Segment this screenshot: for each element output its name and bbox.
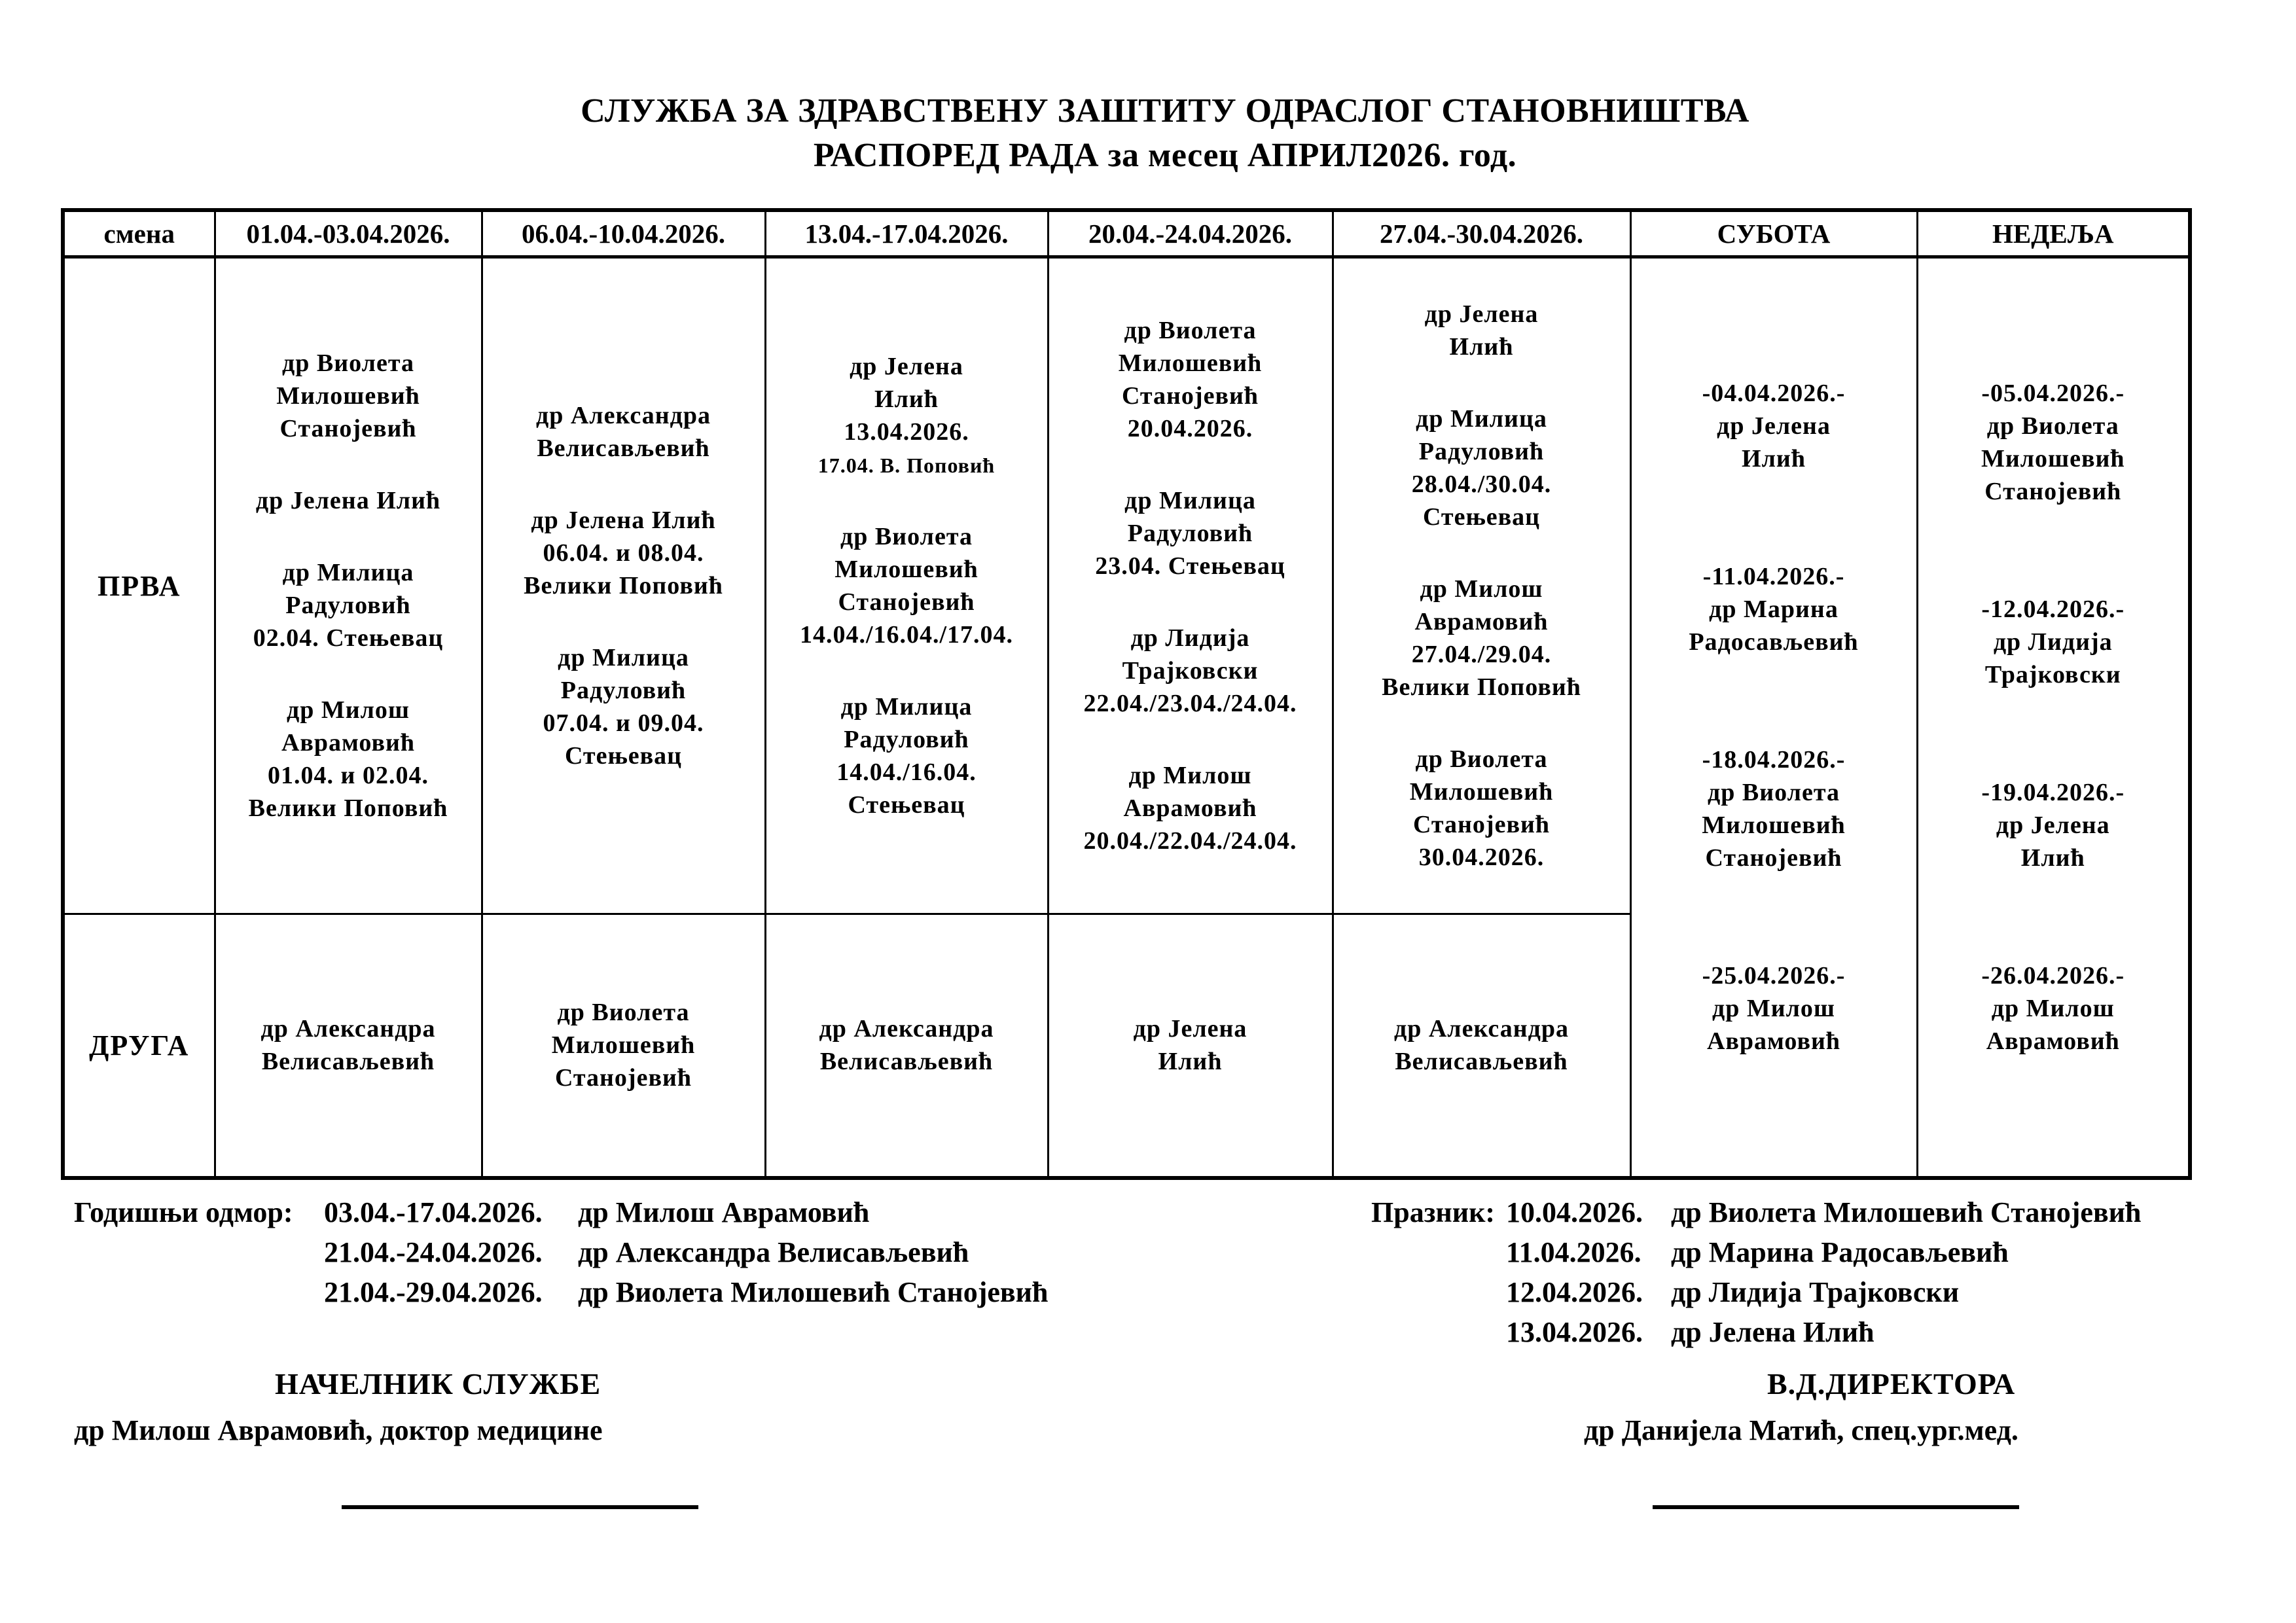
- saturday-duty-block: [1702, 377, 1846, 475]
- saturday-duty-block: [1702, 743, 1846, 874]
- saturday-duty-block: [1702, 959, 1846, 1058]
- schedule-text-line: др Јелена Илић: [255, 487, 441, 514]
- schedule-text-line: -25.04.2026.-: [1702, 961, 1846, 990]
- cell-content: [1336, 298, 1627, 874]
- saturday-cell: [1630, 257, 1917, 1178]
- holiday-date: 10.04.2026.: [1506, 1196, 1643, 1228]
- schedule-text-line: Велисављевић: [1395, 1048, 1568, 1076]
- schedule-cell: [1333, 257, 1630, 914]
- schedule-text-line: -19.04.2026.-: [1981, 778, 2125, 806]
- holiday-entry: [1371, 1232, 2142, 1272]
- doctor-block: [536, 399, 711, 465]
- doctor-block: [543, 641, 704, 772]
- schedule-text-line: Станојевић: [279, 415, 417, 442]
- schedule-text-line: др Јелена: [850, 353, 963, 380]
- schedule-text-line: Илић: [1742, 444, 1806, 473]
- doctor-block: [1119, 314, 1263, 445]
- schedule-text-line: др Јелена Илић: [531, 507, 716, 534]
- vacation-dates: 03.04.-17.04.2026.: [324, 1196, 543, 1228]
- schedule-text-line: др Виолета: [557, 999, 690, 1027]
- holiday-date: 12.04.2026.: [1506, 1276, 1643, 1308]
- schedule-text-line: Аврамовић: [1123, 794, 1257, 822]
- cell-content: [769, 350, 1045, 821]
- title-line-2: РАСПОРЕД РАДА за месец АПРИЛ2026. год.: [813, 137, 1517, 174]
- schedule-cell: [215, 914, 482, 1178]
- schedule-text-line: Аврамовић: [1706, 1027, 1841, 1055]
- schedule-text-line: Радуловић: [560, 677, 687, 704]
- cell-content: [1052, 314, 1329, 857]
- sunday-duty-block: [1981, 776, 2125, 874]
- column-header: 13.04.-17.04.2026.: [765, 210, 1048, 257]
- schedule-text-line: др Виолета: [1986, 412, 2119, 440]
- schedule-text-line: 22.04./23.04./24.04.: [1083, 690, 1297, 717]
- doctor-block: [1412, 402, 1552, 533]
- doctor-block: [1382, 573, 1581, 704]
- schedule-text-line: Радуловић: [285, 592, 411, 619]
- vacation-dates: 21.04.-24.04.2026.: [324, 1236, 543, 1268]
- column-header: 01.04.-03.04.2026.: [215, 210, 482, 257]
- column-header: СУБОТА: [1630, 210, 1917, 257]
- schedule-text-line: Милошевић: [1118, 349, 1263, 377]
- doctor-block: [552, 996, 696, 1094]
- schedule-text-line: Велисављевић: [819, 1048, 994, 1076]
- holiday-entry: [1371, 1272, 2142, 1312]
- schedule-text-line: др Милица: [1124, 487, 1256, 514]
- schedule-text-line: 23.04. Стењевац: [1095, 552, 1285, 580]
- holiday-doctor: др Виолета Милошевић Станојевић: [1671, 1196, 2142, 1228]
- sunday-duty-block: [1981, 593, 2125, 691]
- column-header: 06.04.-10.04.2026.: [482, 210, 765, 257]
- schedule-text-line: Аврамовић: [281, 729, 416, 757]
- vacation-label: Годишњи одмор:: [74, 1196, 293, 1228]
- doctor-block: [1134, 1012, 1247, 1078]
- schedule-cell: [765, 257, 1048, 914]
- schedule-text-line: Милошевић: [551, 1031, 696, 1060]
- schedule-text-line: 17.04. В. Поповић: [817, 454, 996, 477]
- schedule-text-line: Аврамовић: [1986, 1027, 2120, 1055]
- schedule-text-line: 14.04./16.04./17.04.: [799, 621, 1014, 649]
- cell-content: [1052, 1012, 1329, 1078]
- schedule-text-line: 13.04.2026.: [844, 418, 969, 446]
- schedule-text-line: др Виолета: [1708, 778, 1840, 806]
- holiday-doctor: др Јелена Илић: [1671, 1316, 1874, 1348]
- sunday-duty-block: [1981, 377, 2125, 508]
- schedule-text-line: 01.04. и 02.04.: [268, 762, 429, 789]
- schedule-text-line: -26.04.2026.-: [1981, 961, 2125, 990]
- schedule-text-line: Радуловић: [1127, 520, 1253, 547]
- schedule-text-line: 30.04.2026.: [1418, 844, 1545, 871]
- cell-content: [219, 347, 478, 825]
- schedule-text-line: Станојевић: [1121, 382, 1259, 410]
- schedule-text-line: Станојевић: [838, 588, 975, 616]
- cell-content: [486, 996, 762, 1094]
- holiday-date: 13.04.2026.: [1506, 1316, 1643, 1348]
- shift-label-prva: ПРВА: [63, 257, 215, 914]
- column-header: 27.04.-30.04.2026.: [1333, 210, 1630, 257]
- schedule-text-line: др Виолета: [840, 523, 973, 550]
- cell-content: [486, 399, 762, 772]
- schedule-text-line: др Лидија: [1993, 628, 2113, 656]
- document-title: [34, 89, 2296, 178]
- schedule-text-line: др Александра: [1393, 1015, 1569, 1043]
- schedule-text-line: Радуловић: [1418, 438, 1545, 465]
- schedule-text-line: др Александра: [535, 402, 711, 429]
- schedule-text-line: Милошевић: [1702, 811, 1846, 839]
- doctor-block: [1410, 743, 1554, 874]
- holiday-label: [1371, 1272, 1506, 1312]
- doctor-block: [836, 690, 977, 821]
- schedule-text-line: Стењевац: [564, 742, 683, 770]
- schedule-text-line: Трајковски: [1122, 657, 1259, 685]
- cell-content: [1336, 1012, 1627, 1078]
- holiday-label: Празник:: [1371, 1196, 1496, 1228]
- schedule-text-line: Стењевац: [848, 791, 965, 819]
- schedule-text-line: др Милица: [1416, 405, 1547, 433]
- schedule-text-line: Трајковски: [1984, 660, 2121, 688]
- table-row-prva: [63, 257, 2190, 914]
- schedule-text-line: Велисављевић: [261, 1048, 435, 1076]
- schedule-text-line: Станојевић: [1412, 811, 1551, 838]
- schedule-text-line: Велики Поповић: [248, 794, 448, 822]
- schedule-text-line: Милошевић: [1409, 778, 1554, 806]
- schedule-text-line: 20.04./22.04./24.04.: [1083, 827, 1297, 855]
- schedule-text-line: др Милица: [558, 644, 689, 671]
- schedule-cell: [215, 257, 482, 914]
- schedule-text-line: Станојевић: [1984, 477, 2122, 505]
- left-signature-name: др Милош Аврамовић, доктор медицине: [74, 1414, 603, 1446]
- schedule-text-line: др Јелена: [1424, 300, 1539, 328]
- schedule-text-line: Милошевић: [276, 382, 420, 410]
- doctor-block: [1083, 622, 1297, 720]
- holiday-entry: [1371, 1312, 2142, 1352]
- vacation-entry: [74, 1272, 1049, 1312]
- doctor-block: [800, 520, 1013, 651]
- schedule-text-line: Милошевић: [1981, 444, 2125, 473]
- schedule-text-line: Аврамовић: [1414, 608, 1549, 635]
- schedule-text-line: др Милица: [282, 559, 414, 586]
- table-header-row: [63, 210, 2190, 257]
- schedule-text-line: др Милош: [1420, 575, 1543, 603]
- schedule-text-line: Илић: [874, 385, 939, 413]
- schedule-text-line: -12.04.2026.-: [1981, 595, 2125, 623]
- schedule-text-line: др Виолета: [282, 349, 414, 377]
- schedule-text-line: -05.04.2026.-: [1981, 379, 2125, 407]
- schedule-text-line: др Јелена: [1133, 1015, 1247, 1043]
- schedule-text-line: др Јелена: [1717, 412, 1831, 440]
- holiday-doctor: др Марина Радосављевић: [1671, 1236, 2009, 1268]
- doctor-block: [1083, 759, 1297, 857]
- schedule-text-line: Велисављевић: [537, 435, 710, 462]
- doctor-block: [819, 1012, 994, 1078]
- vacation-dates: 21.04.-29.04.2026.: [324, 1276, 543, 1308]
- column-header: смена: [63, 210, 215, 257]
- holiday-note: [1371, 1192, 2142, 1352]
- left-signature-title: НАЧЕЛНИК СЛУЖБЕ: [275, 1367, 601, 1400]
- cell-content: [219, 1012, 478, 1078]
- schedule-text-line: др Лидија: [1130, 624, 1250, 652]
- vacation-entry: [74, 1232, 1049, 1272]
- doctor-block: [249, 694, 448, 825]
- schedule-text-line: 07.04. и 09.04.: [543, 709, 704, 737]
- doctor-block: [524, 504, 723, 602]
- schedule-cell: [1333, 914, 1630, 1178]
- schedule-text-line: др Виолета: [1415, 745, 1548, 773]
- holiday-doctor: др Лидија Трајковски: [1671, 1276, 1960, 1308]
- schedule-text-line: Радуловић: [844, 726, 969, 753]
- schedule-cell: [765, 914, 1048, 1178]
- schedule-table: [61, 208, 2192, 1180]
- schedule-text-line: Илић: [2020, 844, 2085, 872]
- left-signature-line: [342, 1505, 698, 1509]
- schedule-text-line: 27.04./29.04.: [1411, 641, 1552, 668]
- column-header: 20.04.-24.04.2026.: [1048, 210, 1333, 257]
- schedule-text-line: Велики Поповић: [524, 572, 723, 599]
- holiday-date: 11.04.2026.: [1506, 1236, 1641, 1268]
- schedule-text-line: Милошевић: [834, 556, 978, 583]
- schedule-text-line: др Милица: [840, 693, 973, 721]
- schedule-text-line: Станојевић: [1705, 844, 1842, 872]
- schedule-text-line: др Александра: [260, 1015, 436, 1043]
- sunday-duty-block: [1981, 959, 2125, 1058]
- schedule-text-line: -18.04.2026.-: [1702, 745, 1846, 774]
- doctor-block: [256, 484, 440, 517]
- doctor-block: [818, 350, 995, 481]
- doctor-block: [1394, 1012, 1569, 1078]
- schedule-text-line: 20.04.2026.: [1127, 415, 1253, 442]
- schedule-text-line: 06.04. и 08.04.: [543, 539, 704, 567]
- column-header: НЕДЕЉА: [1917, 210, 2190, 257]
- shift-label-druga: ДРУГА: [63, 914, 215, 1178]
- vacation-doctor: др Александра Велисављевић: [578, 1236, 969, 1268]
- schedule-text-line: др Милош: [286, 696, 410, 724]
- vacation-label: [74, 1232, 324, 1272]
- schedule-text-line: др Јелена: [1996, 811, 2110, 839]
- schedule-text-line: др Марина: [1709, 595, 1839, 623]
- right-signature-line: [1653, 1505, 2019, 1509]
- schedule-text-line: -04.04.2026.-: [1702, 379, 1846, 407]
- sunday-cell: [1917, 257, 2190, 1178]
- schedule-text-line: др Александра: [819, 1015, 994, 1043]
- cell-content: [1634, 377, 1914, 1058]
- vacation-doctor: др Милош Аврамовић: [578, 1196, 870, 1228]
- schedule-text-line: Станојевић: [554, 1064, 692, 1092]
- schedule-text-line: др Милош: [1128, 762, 1252, 789]
- vacation-note: [74, 1192, 1049, 1312]
- schedule-text-line: Велики Поповић: [1382, 673, 1581, 701]
- cell-content: [1921, 377, 2186, 1058]
- schedule-text-line: др Виолета: [1124, 317, 1257, 344]
- schedule-text-line: др Милош: [1712, 994, 1836, 1022]
- schedule-text-line: Стењевац: [1422, 503, 1541, 531]
- vacation-doctor: др Виолета Милошевић Станојевић: [578, 1276, 1049, 1308]
- schedule-text-line: Радосављевић: [1689, 628, 1859, 656]
- schedule-text-line: Илић: [1449, 333, 1514, 361]
- holiday-label: [1371, 1232, 1506, 1272]
- holiday-label: [1371, 1312, 1506, 1352]
- saturday-duty-block: [1689, 560, 1858, 658]
- cell-content: [769, 1012, 1045, 1078]
- vacation-label: [74, 1272, 324, 1312]
- doctor-block: [1425, 298, 1539, 363]
- doctor-block: [276, 347, 420, 445]
- schedule-text-line: др Милош: [1991, 994, 2115, 1022]
- title-line-1: СЛУЖБА ЗА ЗДРАВСТВЕНУ ЗАШТИТУ ОДРАСЛОГ СТАНОВНИШТВА: [581, 92, 1749, 130]
- schedule-text-line: 28.04./30.04.: [1411, 471, 1552, 498]
- doctor-block: [260, 1012, 435, 1078]
- right-signature-title: В.Д.ДИРЕКТОРА: [1767, 1367, 2016, 1400]
- schedule-text-line: Илић: [1158, 1048, 1223, 1076]
- schedule-cell: [1048, 257, 1333, 914]
- schedule-cell: [482, 257, 765, 914]
- holiday-entry: [1371, 1192, 2142, 1232]
- schedule-text-line: -11.04.2026.-: [1702, 562, 1845, 590]
- schedule-text-line: 14.04./16.04.: [836, 758, 977, 786]
- right-signature-name: др Данијела Матић, спец.ург.мед.: [1584, 1414, 2018, 1446]
- vacation-entry: [74, 1192, 1049, 1232]
- schedule-text-line: 02.04. Стењевац: [253, 624, 444, 652]
- doctor-block: [253, 556, 444, 654]
- schedule-cell: [482, 914, 765, 1178]
- doctor-block: [1095, 484, 1285, 582]
- schedule-cell: [1048, 914, 1333, 1178]
